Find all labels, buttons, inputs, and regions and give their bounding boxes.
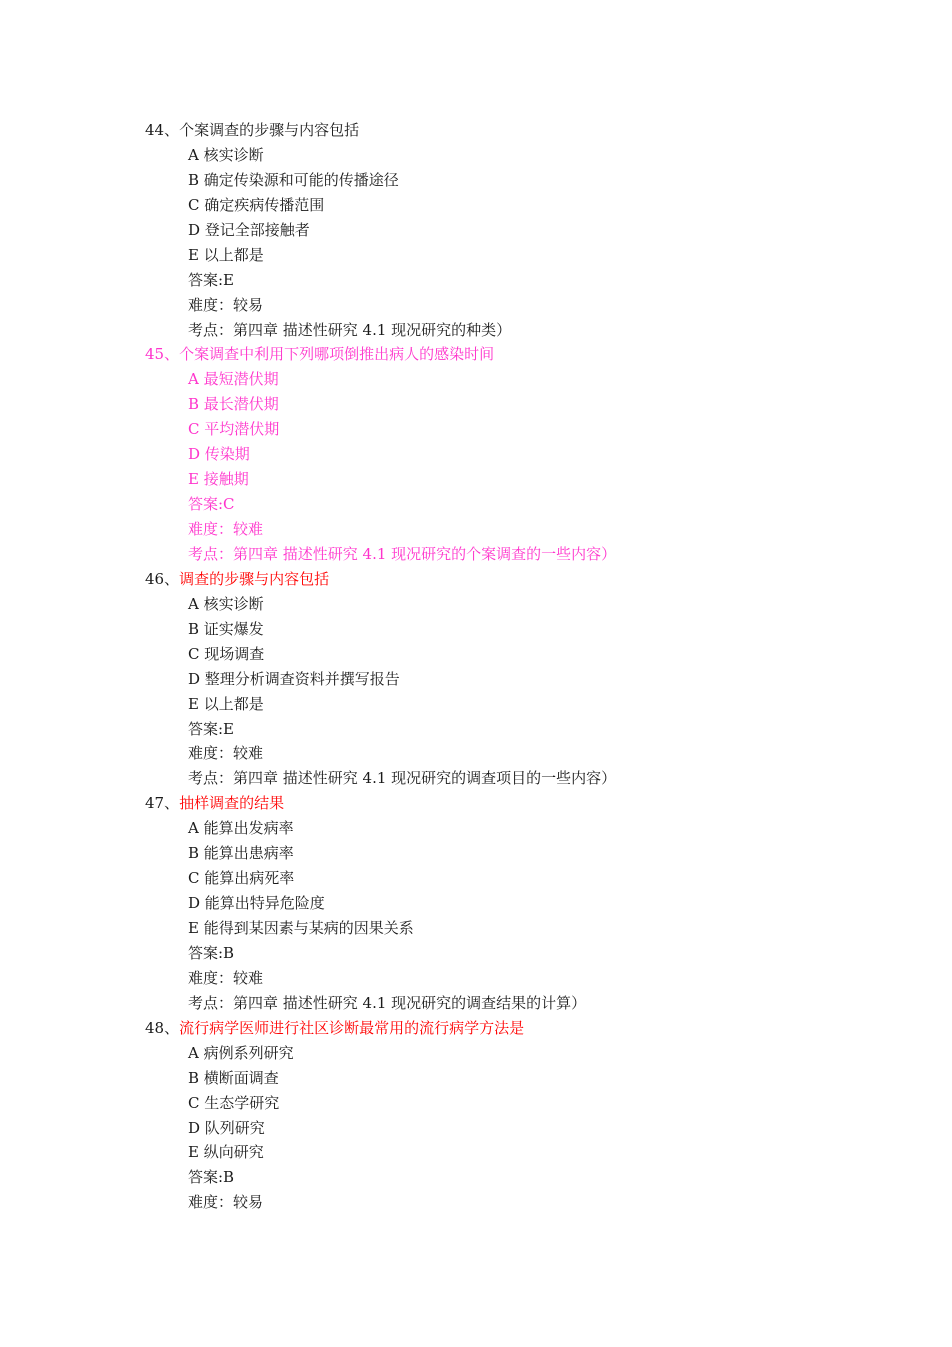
option-e: E 能得到某因素与某病的因果关系 bbox=[188, 919, 414, 937]
answer: 答案:B bbox=[188, 943, 235, 962]
exam-point: 考点：第四章 描述性研究 4.1 现况研究的调查项目的一些内容） bbox=[188, 769, 617, 788]
question-number: 47、 bbox=[145, 794, 180, 813]
option-b: B 最长潜伏期 bbox=[188, 395, 279, 414]
option-b: B 证实爆发 bbox=[188, 619, 264, 638]
question-text: 流行病学医师进行社区诊断最常用的流行病学方法是 bbox=[179, 1018, 525, 1037]
question-number: 46、 bbox=[145, 569, 180, 588]
option-a: A 核实诊断 bbox=[188, 145, 264, 164]
answer: 答案:E bbox=[188, 270, 235, 289]
option-d: D 队列研究 bbox=[188, 1118, 265, 1137]
question-stem bbox=[145, 567, 905, 592]
difficulty: 难度：较易 bbox=[188, 1193, 264, 1212]
difficulty: 难度：较难 bbox=[188, 968, 264, 987]
option-c: C 平均潜伏期 bbox=[188, 420, 280, 439]
exam-point: 考点：第四章 描述性研究 4.1 现况研究的个案调查的一些内容） bbox=[188, 544, 617, 563]
difficulty: 难度：较难 bbox=[188, 520, 264, 538]
option-a: A 病例系列研究 bbox=[188, 1043, 294, 1062]
option-a: A 最短潜伏期 bbox=[188, 370, 279, 389]
question-number: 44、 bbox=[145, 121, 180, 139]
question-text: 调查的步骤与内容包括 bbox=[179, 569, 330, 588]
question-stem bbox=[145, 1016, 905, 1041]
question-text: 抽样调查的结果 bbox=[179, 794, 285, 813]
option-e: E 接触期 bbox=[188, 470, 249, 489]
option-d: D 整理分析调查资料并撰写报告 bbox=[188, 669, 400, 688]
question-47 bbox=[145, 791, 905, 1015]
question-44 bbox=[145, 118, 905, 342]
option-d: D 登记全部接触者 bbox=[188, 220, 310, 239]
question-number: 48、 bbox=[145, 1018, 180, 1037]
option-b: B 能算出患病率 bbox=[188, 844, 294, 863]
answer: 答案:E bbox=[188, 719, 235, 738]
option-a: A 核实诊断 bbox=[188, 594, 264, 613]
option-d: D 能算出特异危险度 bbox=[188, 894, 325, 913]
exam-point: 考点：第四章 描述性研究 4.1 现况研究的种类） bbox=[188, 320, 512, 339]
option-b: B 横断面调查 bbox=[188, 1068, 279, 1087]
option-d: D 传染期 bbox=[188, 445, 250, 464]
question-45 bbox=[145, 342, 905, 566]
question-number: 45、 bbox=[145, 345, 180, 364]
question-stem bbox=[145, 791, 905, 816]
option-c: C 现场调查 bbox=[188, 644, 265, 663]
option-e: E 以上都是 bbox=[188, 694, 264, 713]
option-c: C 能算出病死率 bbox=[188, 869, 295, 888]
option-b: B 确定传染源和可能的传播途径 bbox=[188, 170, 399, 189]
question-stem bbox=[145, 342, 905, 367]
question-text: 个案调查的步骤与内容包括 bbox=[179, 121, 360, 139]
question-46 bbox=[145, 567, 905, 791]
option-a: A 能算出发病率 bbox=[188, 819, 294, 838]
option-e: E 纵向研究 bbox=[188, 1143, 264, 1162]
question-48 bbox=[145, 1016, 905, 1216]
question-list bbox=[145, 118, 905, 1215]
difficulty: 难度：较难 bbox=[188, 744, 264, 763]
option-e: E 以上都是 bbox=[188, 245, 264, 264]
option-c: C 确定疾病传播范围 bbox=[188, 195, 325, 214]
option-c: C 生态学研究 bbox=[188, 1093, 280, 1112]
answer: 答案:B bbox=[188, 1168, 235, 1187]
difficulty: 难度：较易 bbox=[188, 295, 264, 314]
answer: 答案:C bbox=[188, 495, 235, 514]
question-text: 个案调查中利用下列哪项倒推出病人的感染时间 bbox=[179, 345, 495, 364]
exam-point: 考点：第四章 描述性研究 4.1 现况研究的调查结果的计算） bbox=[188, 993, 587, 1012]
question-stem bbox=[145, 118, 905, 143]
